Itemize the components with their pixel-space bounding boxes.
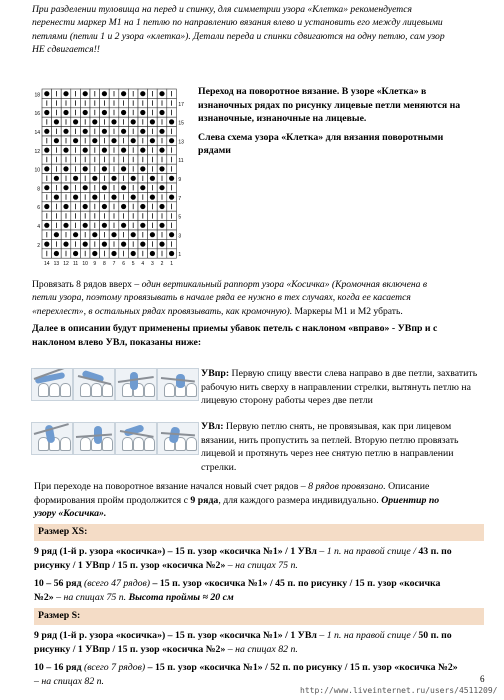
row-number-right: 11 [178,158,184,165]
xs-row9-c: 43 п. по [418,546,452,557]
purl-dot [140,110,145,115]
xs-rows-c: – 15 п. узор «косичка №1» / 45 п. по рисунку / 15 п. узор «косичка [150,578,441,590]
purl-dot [111,232,116,237]
s-rows-c: – 15 п. узор «косичка №1» / 52 п. по рисунку / 15 п. узор «косичка №2» [145,662,458,674]
row-number-right: 7 [178,195,182,202]
decrease-intro-line-1: Далее в описании будут применены приемы убавок петель с наклоном «вправо» - УВпр и с [32,323,438,334]
column-number: 12 [63,261,69,268]
purl-dot [102,204,107,209]
page-number: 6 [480,674,485,684]
purl-dot [169,195,174,200]
purl-dot [44,166,49,171]
turn-knitting-note [198,85,484,158]
xs-row9-b: – 1 п. на правой спице / [316,546,419,557]
purl-dot [92,251,97,256]
purl-dot [54,251,59,256]
note-line-3: изнаночные, изнаночные на лицевые. [198,113,367,125]
purl-dot [44,110,49,115]
purl-dot [54,232,59,237]
purl-dot [44,223,49,228]
size-s-label: Размер S: [38,610,81,621]
purl-dot [159,185,164,190]
s-rows-b: (всего 7 рядов) [84,662,146,674]
purl-dot [140,223,145,228]
purl-dot [159,129,164,134]
turn-line-2d: Ориентир по [381,494,440,506]
size-xs-header [34,524,484,541]
purl-dot [73,232,78,237]
xs-row9-a: 9 ряд (1-й р. узора «косичка») – 15 п. узор «косичка №1» / 1 УВл [34,546,317,557]
size-xs-label: Размер XS: [38,526,88,537]
column-number: 9 [93,261,97,268]
uvl-line-1: Первую петлю снять, не провязывая, как при лицевом [223,421,452,432]
row-number-left: 4 [37,224,40,230]
purl-dot [131,176,136,181]
intro-line-1: При разделении туловища на перед и спинку, для симметрии узора «Клетка» рекомендуется [32,4,412,15]
row-number-left: 12 [34,148,40,155]
purl-dot [83,148,88,153]
intro-line-4: НЕ сдвигается!! [32,44,100,56]
decrease-intro-line-2: наклоном влево УВл, показаны ниже: [32,337,202,348]
knit-8-line-3b: Маркеры М1 и М2 убрать. [292,305,403,317]
purl-dot [92,176,97,181]
xs-rows-e: – на спицах 75 п. [53,591,129,603]
purl-dot [140,185,145,190]
purl-dot [63,204,68,209]
row-number-right: 3 [178,233,182,240]
purl-dot [102,91,107,96]
purl-dot [111,176,116,181]
purl-dot [63,223,68,228]
purl-dot [102,166,107,171]
uvpr-step-4-image [157,368,199,401]
uvl-description [201,420,484,474]
purl-dot [111,195,116,200]
intro-line-3: петлями (петли 1 и 2 узора «клетка»). Детали переда и спинки сдвигаются на одну петлю, сам узор [32,30,445,42]
note-line-1: Переход на поворотное вязание. В узоре «Клетка» в [198,86,427,97]
turn-line-1b: 8 рядов провязано. [308,481,386,492]
column-number: 14 [44,261,50,268]
row-number-left: 8 [37,186,40,193]
purl-dot [54,195,59,200]
purl-dot [159,110,164,115]
knit-8-bold: Провязать 8 рядов вверх [32,279,132,290]
purl-dot [102,110,107,115]
purl-dot [121,110,126,115]
column-number: 7 [112,261,116,268]
uvl-line-4: стрелки. [201,461,237,473]
uvl-step-2-image [73,422,115,455]
purl-dot [83,185,88,190]
purl-dot [83,242,88,247]
purl-dot [131,119,136,124]
size-s-header [34,608,484,625]
purl-dot [150,251,155,256]
purl-dot [102,129,107,134]
purl-dot [44,204,49,209]
knit-8-rest: – один вертикальный раппорт узора «Косичка» (Кромочная включена в [131,279,427,290]
xs-armhole-height: Высота проймы ≈ 20 см [128,591,234,603]
uvl-illustrations [31,420,196,456]
row-number-left: 14 [34,130,40,136]
purl-dot [54,119,59,124]
purl-dot [44,148,49,153]
uvl-step-3-image [115,422,157,455]
purl-dot [159,91,164,96]
purl-dot [92,195,97,200]
s-row9-d: рисунку / 1 УВпр / 15 п. узор «косичка №2» [34,643,226,655]
uvpr-step-1-image [31,368,73,401]
column-number: 8 [103,261,106,268]
purl-dot [102,185,107,190]
uvl-step-1-image [31,422,73,455]
chart-caption-line-2: рядами [198,145,231,157]
purl-dot [73,251,78,256]
purl-dot [131,251,136,256]
turn-line-3a: узору «Косичка». [34,508,107,520]
purl-dot [140,166,145,171]
purl-dot [169,232,174,237]
row-number-right: 5 [178,214,182,221]
purl-dot [92,138,97,143]
purl-dot [121,166,126,171]
row-number-left: 2 [37,242,40,249]
turn-line-2c: , для каждого размера индивидуально. [218,494,382,506]
uvl-line-2: вязании, нить пропустить за петлей. Вторую петлю провязать [201,434,459,446]
purl-dot [73,176,78,181]
purl-dot [150,195,155,200]
uvpr-description [201,367,484,408]
purl-dot [44,242,49,247]
purl-dot [169,138,174,143]
purl-dot [150,232,155,237]
row-number-left: 6 [37,205,40,212]
purl-dot [73,138,78,143]
row-number-right: 13 [178,139,184,146]
purl-dot [159,148,164,153]
purl-dot [121,129,126,134]
purl-dot [121,223,126,228]
purl-dot [131,195,136,200]
column-number: 2 [160,261,164,268]
row-number-right: 17 [178,101,184,108]
knit-8-line-2: петли узора, поэтому провязывать в начале ряда ее нужно в тех случаях, когда ее касается [32,292,411,304]
purl-dot [44,91,49,96]
row-number-right: 15 [178,120,184,127]
xs-row9-d: рисунку / 1 УВпр / 15 п. узор «косичка №2» [34,559,226,571]
purl-dot [140,129,145,134]
xs-row9-e: – на спицах 75 п. [225,559,298,571]
purl-dot [73,195,78,200]
uvl-line-3: лицевой и протянуть через нее снятую петлю в направлении [201,448,454,460]
row-number-left: 18 [34,92,40,99]
knit-8-rows-paragraph [32,278,484,318]
uvpr-line-2: рабочую нить сверху в направлении стрелки, вытянуть петлю на [201,381,471,393]
s-rows-a: 10 – 16 ряд [34,662,84,674]
purl-dot [150,176,155,181]
purl-dot [63,166,68,171]
uvpr-illustrations [31,366,196,402]
s-rows-d: – на спицах 82 п. [34,675,105,687]
column-number: 11 [72,261,79,268]
purl-dot [54,138,59,143]
uvpr-term: УВпр: [201,368,230,379]
source-url[interactable]: http://www.liveinternet.ru/users/4511209/ [300,686,498,695]
purl-dot [150,138,155,143]
purl-dot [111,138,116,143]
column-number: 1 [170,261,173,268]
purl-dot [121,242,126,247]
purl-dot [44,129,49,134]
purl-dot [111,119,116,124]
s-row9-a: 9 ряд (1-й р. узора «косичка») – 15 п. узор «косичка №1» / 1 УВл [34,630,317,641]
uvl-term: УВл: [201,421,224,432]
purl-dot [159,223,164,228]
purl-dot [83,110,88,115]
purl-dot [83,129,88,134]
purl-dot [131,232,136,237]
purl-dot [54,176,59,181]
column-number: 4 [141,261,145,268]
intro-paragraph [32,3,482,57]
purl-dot [44,185,49,190]
purl-dot [63,91,68,96]
purl-dot [159,242,164,247]
column-number: 6 [122,261,125,268]
size-s-instructions [34,629,484,688]
column-number: 13 [53,261,60,268]
purl-dot [63,185,68,190]
row-number-left: 10 [34,167,40,174]
purl-dot [169,251,174,256]
purl-dot [102,223,107,228]
klet-pattern-chart [30,85,192,275]
purl-dot [83,91,88,96]
purl-dot [92,232,97,237]
purl-dot [159,204,164,209]
purl-dot [63,148,68,153]
uvl-step-4-image [157,422,199,455]
xs-rows-b: (всего 47 рядов) [84,578,151,590]
purl-dot [63,110,68,115]
purl-dot [140,204,145,209]
column-number: 3 [151,261,154,268]
purl-dot [159,166,164,171]
purl-dot [169,119,174,124]
row-number-left: 16 [34,111,40,118]
size-xs-instructions [34,545,484,604]
armhole-paragraph [34,480,484,521]
s-row9-c: 50 п. по [418,630,452,641]
uvpr-line-1: Первую спицу ввести слева направо в две петли, захватить [229,368,478,379]
xs-rows-d: №2» [34,591,54,603]
purl-dot [150,119,155,124]
purl-dot [121,204,126,209]
column-number: 5 [131,261,135,268]
purl-dot [121,185,126,190]
purl-dot [140,91,145,96]
chart-caption-line-1: Слева схема узора «Клетка» для вязания поворотными [198,131,444,143]
purl-dot [121,148,126,153]
turn-line-2b: 9 ряда [190,494,219,506]
note-line-2: изнаночных рядах по рисунку лицевые петли меняются на [198,99,461,111]
row-number-right: 1 [178,252,182,259]
turn-line-2a: формирования пройм продолжится с [34,494,191,506]
pattern-grid-svg [30,85,192,275]
xs-rows-a: 10 – 56 ряд [34,578,84,590]
purl-dot [111,251,116,256]
purl-dot [169,176,174,181]
purl-dot [83,166,88,171]
row-number-right: 9 [178,177,182,183]
purl-dot [140,242,145,247]
purl-dot [131,138,136,143]
s-row9-b: – 1 п. на правой спице / [316,630,419,641]
purl-dot [102,148,107,153]
purl-dot [92,119,97,124]
knit-8-line-3a: «перехлест», в остальных рядах провязывать, как кромочную). [32,305,293,317]
intro-line-2: перенести маркер М1 на 1 петлю по направлению вязания влево и установить его между лицевыми [32,17,443,29]
purl-dot [63,242,68,247]
purl-dot [121,91,126,96]
uvpr-step-2-image [73,368,115,401]
uvpr-line-3: лицевую сторону работы через две петли [201,395,373,407]
decrease-intro [32,322,484,350]
purl-dot [73,119,78,124]
turn-line-1a: При переходе на поворотное вязание начался новый счет рядов – [34,481,309,492]
purl-dot [140,148,145,153]
s-row9-e: – на спицах 82 п. [225,643,298,655]
purl-dot [102,242,107,247]
uvpr-step-3-image [115,368,157,401]
purl-dot [83,204,88,209]
turn-line-1c: Описание [385,481,430,492]
column-number: 10 [82,261,88,268]
purl-dot [63,129,68,134]
purl-dot [83,223,88,228]
